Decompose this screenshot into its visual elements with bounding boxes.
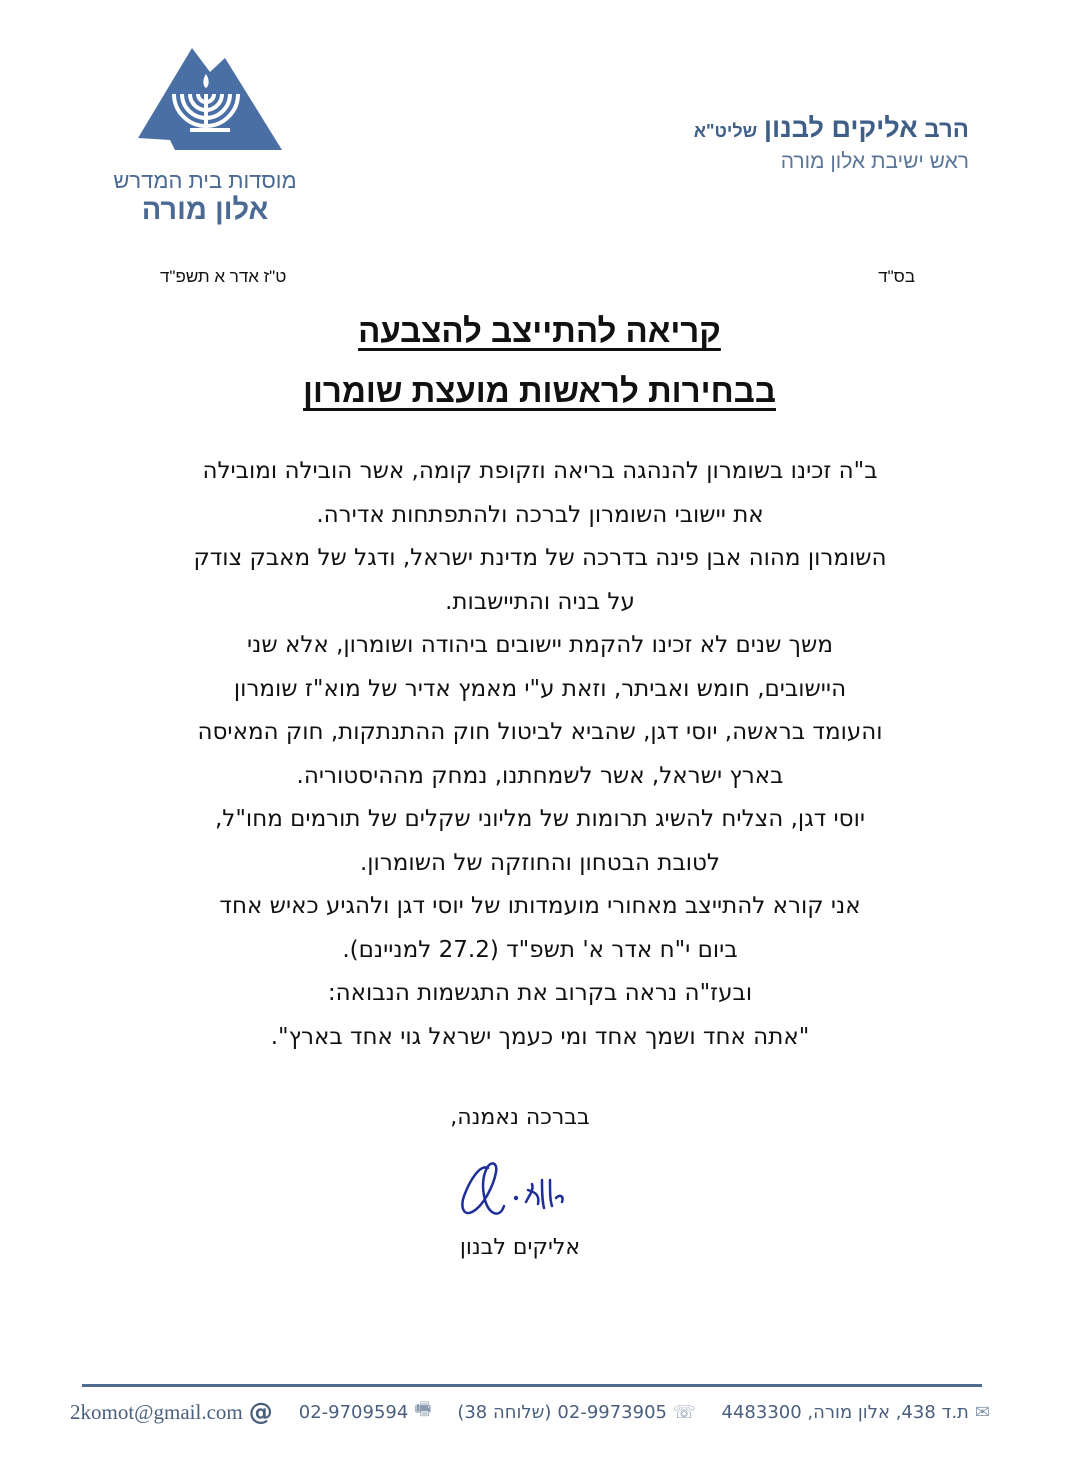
- body-line: והעומד בראשה, יוסי דגן, שהביא לביטול חוק ההתנתקות, חוק המאיסה: [197, 719, 883, 745]
- body-line: ביום י"ח אדר א' תשפ"ד (27.2 למניינם).: [342, 936, 738, 963]
- rabbi-name-heading: [694, 113, 969, 144]
- at-icon: @: [248, 1398, 273, 1426]
- phone-number: 02-9973905: [557, 1401, 667, 1423]
- menorah-mountain-logo-icon: [130, 42, 290, 152]
- fax-number: 02-9709594: [298, 1401, 409, 1423]
- phone-icon: ☏: [673, 1401, 696, 1423]
- rabbi-title: ראש ישיבת אלון מורה: [780, 150, 969, 173]
- footer-phone: [457, 1402, 695, 1423]
- postal-address: ת.ד 438, אלון מורה, 4483300: [721, 1401, 969, 1423]
- body-line: על בניה והתיישבות.: [445, 588, 635, 615]
- logo-text-place: אלון מורה: [141, 194, 269, 226]
- body-line: את יישובי השומרון לברכה ולהתפתחות אדירה.: [316, 501, 764, 528]
- body-line: בארץ ישראל, אשר לשמחתנו, נמחק מההיסטוריה.: [296, 762, 784, 789]
- rabbi-prefix: הרב: [924, 116, 969, 143]
- signatory-name: אליקים לבנון: [459, 1235, 581, 1260]
- rabbi-name: אליקים לבנון: [763, 113, 918, 143]
- body-line: יוסי דגן, הצליח להשיג תרומות של מליוני שקלים של תורמים מחו"ל,: [214, 806, 866, 832]
- logo-text-institution: מוסדות בית המדרש: [113, 168, 297, 193]
- document-title-line2: בבחירות לראשות מועצת שומרון: [303, 372, 776, 409]
- body-line: "אתה אחד ושמך אחד ומי כעמך ישראל גוי אחד בארץ".: [270, 1023, 810, 1050]
- bsd-header: בס"ד: [878, 267, 915, 286]
- body-line: ובעז"ה נראה בקרוב את התגשמות הנבואה:: [327, 980, 753, 1006]
- body-line: אני קורא להתייצב מאחורי מועמדותו של יוסי דגן ולהגיע כאיש אחד: [219, 893, 861, 919]
- body-line: היישובים, חומש ואביתר, וזאת ע"י מאמץ אדיר של מוא"ז שומרון: [233, 675, 847, 702]
- closing-salutation: בברכה נאמנה,: [450, 1105, 590, 1130]
- body-line: לטובת הבטחון והחוזקה של השומרון.: [359, 849, 720, 876]
- body-line: משך שנים לא זכינו להקמת יישובים ביהודה ושומרון, אלא שני: [247, 632, 833, 658]
- phone-extension: (שלוחה 38): [457, 1401, 552, 1423]
- letter-body: [140, 450, 940, 1059]
- envelope-icon: ✉: [974, 1401, 990, 1423]
- fax-icon: 🖷: [414, 1399, 432, 1420]
- rabbi-suffix: שליט"א: [693, 121, 758, 141]
- footer-email[interactable]: [70, 1398, 273, 1426]
- footer-divider: [82, 1384, 982, 1387]
- hebrew-date: ט"ז אדר א תשפ"ד: [160, 267, 287, 286]
- footer-address: [722, 1402, 990, 1423]
- footer-fax: [299, 1397, 432, 1427]
- footer-contact-bar: [70, 1397, 990, 1427]
- body-line: השומרון מהוה אבן פינה בדרכה של מדינת ישראל, ודגל של מאבק צודק: [193, 545, 887, 571]
- handwritten-signature-icon: [450, 1150, 580, 1230]
- document-title-line1: קריאה להתייצב להצבעה: [358, 312, 721, 349]
- body-line: ב"ה זכינו בשומרון להנהגה בריאה וזקופת קומה, אשר הובילה ומובילה: [202, 458, 878, 484]
- email-address[interactable]: 2komot@gmail.com: [70, 1399, 243, 1424]
